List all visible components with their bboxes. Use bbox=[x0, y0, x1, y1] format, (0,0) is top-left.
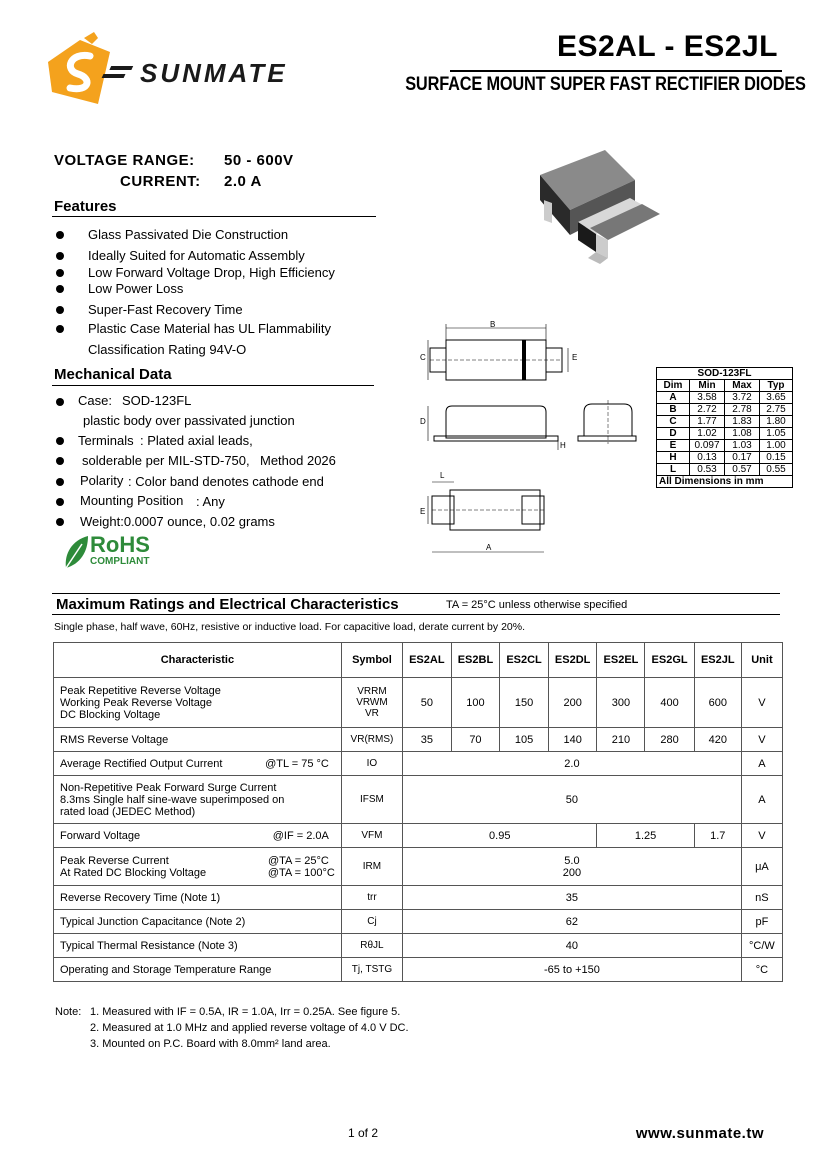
polarity-label: Polarity bbox=[80, 473, 124, 488]
solder-method: Method 2026 bbox=[260, 453, 336, 468]
logo-text: SUNMATE bbox=[140, 58, 288, 88]
dim-label-e-bottom: E bbox=[420, 507, 426, 516]
dim-label-e-top: E bbox=[572, 353, 578, 362]
dims-header: Max bbox=[725, 380, 760, 392]
list-item-continuation: Classification Rating 94V-O bbox=[88, 342, 247, 357]
bullet-icon bbox=[56, 252, 64, 260]
table-row: Peak Repetitive Reverse Voltage Working Peak Reverse Voltage DC Blocking Voltage VRRM VRWM VR 50 100 150 200 300 400 600 V bbox=[54, 678, 783, 728]
dim-label-c: C bbox=[420, 353, 426, 362]
bullet-icon bbox=[56, 306, 64, 314]
case-value: SOD-123FL bbox=[122, 393, 192, 408]
dim-label-l: L bbox=[440, 471, 445, 480]
table-row: Reverse Recovery Time (Note 1) trr 35 nS bbox=[54, 886, 783, 910]
ratings-table bbox=[53, 642, 783, 982]
bullet-icon bbox=[56, 478, 64, 486]
table-header-row: Characteristic Symbol ES2AL ES2BL ES2CL ES2DL ES2EL ES2GL ES2JL Unit bbox=[54, 643, 783, 678]
table-row: Average Rectified Output Current @TL = 75 °C IO 2.0 A bbox=[54, 752, 783, 776]
bullet-icon bbox=[56, 518, 64, 526]
max-ratings-intro: Single phase, half wave, 60Hz, resistive or inductive load. For capacitive load, derate current by 20%. bbox=[54, 621, 525, 633]
sunmate-logo-icon bbox=[48, 30, 318, 114]
table-row: Peak Reverse Current @TA = 25°C At Rated DC Blocking Voltage @TA = 100°C IRM 5.0 200 μA bbox=[54, 848, 783, 886]
features-heading: Features bbox=[54, 198, 117, 215]
dims-header: Dim bbox=[657, 380, 690, 392]
note-1: 1. Measured with IF = 0.5A, IR = 1.0A, Irr = 0.25A. See figure 5. bbox=[90, 1006, 401, 1018]
dim-label-d: D bbox=[420, 417, 426, 426]
rohs-compliant: COMPLIANT bbox=[90, 556, 150, 567]
table-row: Operating and Storage Temperature Range Tj, TSTG -65 to +150 °C bbox=[54, 958, 783, 982]
table-row: Non-Repetitive Peak Forward Surge Current 8.3ms Single half sine-wave superimposed on rated load (JEDEC Method) IFSM 50 A bbox=[54, 776, 783, 824]
voltage-range-label: VOLTAGE RANGE: bbox=[54, 152, 195, 169]
note-2: 2. Measured at 1.0 MHz and applied reverse voltage of 4.0 V DC. bbox=[90, 1022, 409, 1034]
bullet-icon bbox=[56, 231, 64, 239]
dimensions-table bbox=[656, 367, 793, 488]
terminals-label: Terminals bbox=[78, 433, 134, 448]
dims-header: Typ bbox=[760, 380, 793, 392]
dims-title: SOD-123FL bbox=[657, 368, 793, 380]
rohs-badge bbox=[62, 534, 162, 570]
case-label: Case: bbox=[78, 393, 112, 408]
features-rule bbox=[52, 216, 376, 217]
page-number: 1 of 2 bbox=[348, 1126, 379, 1140]
dim-label-b: B bbox=[490, 320, 496, 329]
table-row: B 2.72 2.78 2.75 bbox=[657, 404, 793, 416]
dims-header: Min bbox=[690, 380, 725, 392]
terminals-value: : Plated axial leads, bbox=[140, 433, 253, 448]
max-ratings-heading: Maximum Ratings and Electrical Characteristics bbox=[56, 596, 399, 613]
current-value: 2.0 A bbox=[224, 173, 262, 190]
table-row: Typical Junction Capacitance (Note 2) Cj 62 pF bbox=[54, 910, 783, 934]
table-row: H 0.13 0.17 0.15 bbox=[657, 452, 793, 464]
polarity-value: : Color band denotes cathode end bbox=[128, 474, 324, 489]
voltage-range-value: 50 - 600V bbox=[224, 152, 294, 169]
current-label: CURRENT: bbox=[120, 173, 201, 190]
case-desc: plastic body over passivated junction bbox=[83, 413, 295, 428]
footer-url[interactable]: www.sunmate.tw bbox=[635, 1125, 764, 1142]
table-row: D 1.02 1.08 1.05 bbox=[657, 428, 793, 440]
package-photo bbox=[530, 140, 660, 270]
section-bottom-rule bbox=[52, 614, 780, 615]
mechanical-heading: Mechanical Data bbox=[54, 366, 172, 383]
mechanical-rule bbox=[52, 385, 374, 386]
bullet-icon bbox=[56, 437, 64, 445]
dimension-drawing bbox=[410, 320, 650, 560]
mounting-label: Mounting Position bbox=[80, 493, 184, 508]
mounting-value: : Any bbox=[196, 494, 225, 509]
table-row: E 0.097 1.03 1.00 bbox=[657, 440, 793, 452]
table-row: RMS Reverse Voltage VR(RMS) 35 70 105 140 210 280 420 V bbox=[54, 728, 783, 752]
brand-logo bbox=[48, 30, 318, 114]
notes-label: Note: bbox=[55, 1006, 82, 1018]
bullet-icon bbox=[56, 498, 64, 506]
solder-text: solderable per MIL-STD-750, bbox=[82, 453, 250, 468]
page-subtitle: SURFACE MOUNT SUPER FAST RECTIFIER DIODES bbox=[405, 74, 806, 95]
dim-label-h: H bbox=[560, 441, 566, 450]
weight-text: Weight:0.0007 ounce, 0.02 grams bbox=[80, 514, 275, 529]
dims-footer: All Dimensions in mm bbox=[657, 476, 793, 488]
note-3: 3. Mounted on P.C. Board with 8.0mm² land area. bbox=[90, 1038, 331, 1050]
bullet-icon bbox=[56, 269, 64, 277]
title-rule bbox=[450, 70, 782, 72]
bullet-icon bbox=[56, 325, 64, 333]
page-title: ES2AL - ES2JL bbox=[556, 30, 778, 63]
bullet-icon bbox=[56, 457, 64, 465]
bullet-icon bbox=[56, 398, 64, 406]
rohs-text: RoHS bbox=[90, 532, 150, 557]
bullet-icon bbox=[56, 285, 64, 293]
table-row: A 3.58 3.72 3.65 bbox=[657, 392, 793, 404]
table-row: Forward Voltage @IF = 2.0A VFM 0.95 1.25 1.7 V bbox=[54, 824, 783, 848]
mechanical-list bbox=[56, 392, 376, 532]
leaf-icon bbox=[62, 534, 90, 570]
section-top-rule bbox=[52, 593, 780, 594]
table-row: C 1.77 1.83 1.80 bbox=[657, 416, 793, 428]
dim-label-a: A bbox=[486, 543, 492, 552]
max-ratings-condition: TA = 25°C unless otherwise specified bbox=[446, 599, 628, 611]
table-row: L 0.53 0.57 0.55 bbox=[657, 464, 793, 476]
table-row: Typical Thermal Resistance (Note 3) RθJL 40 °C/W bbox=[54, 934, 783, 958]
